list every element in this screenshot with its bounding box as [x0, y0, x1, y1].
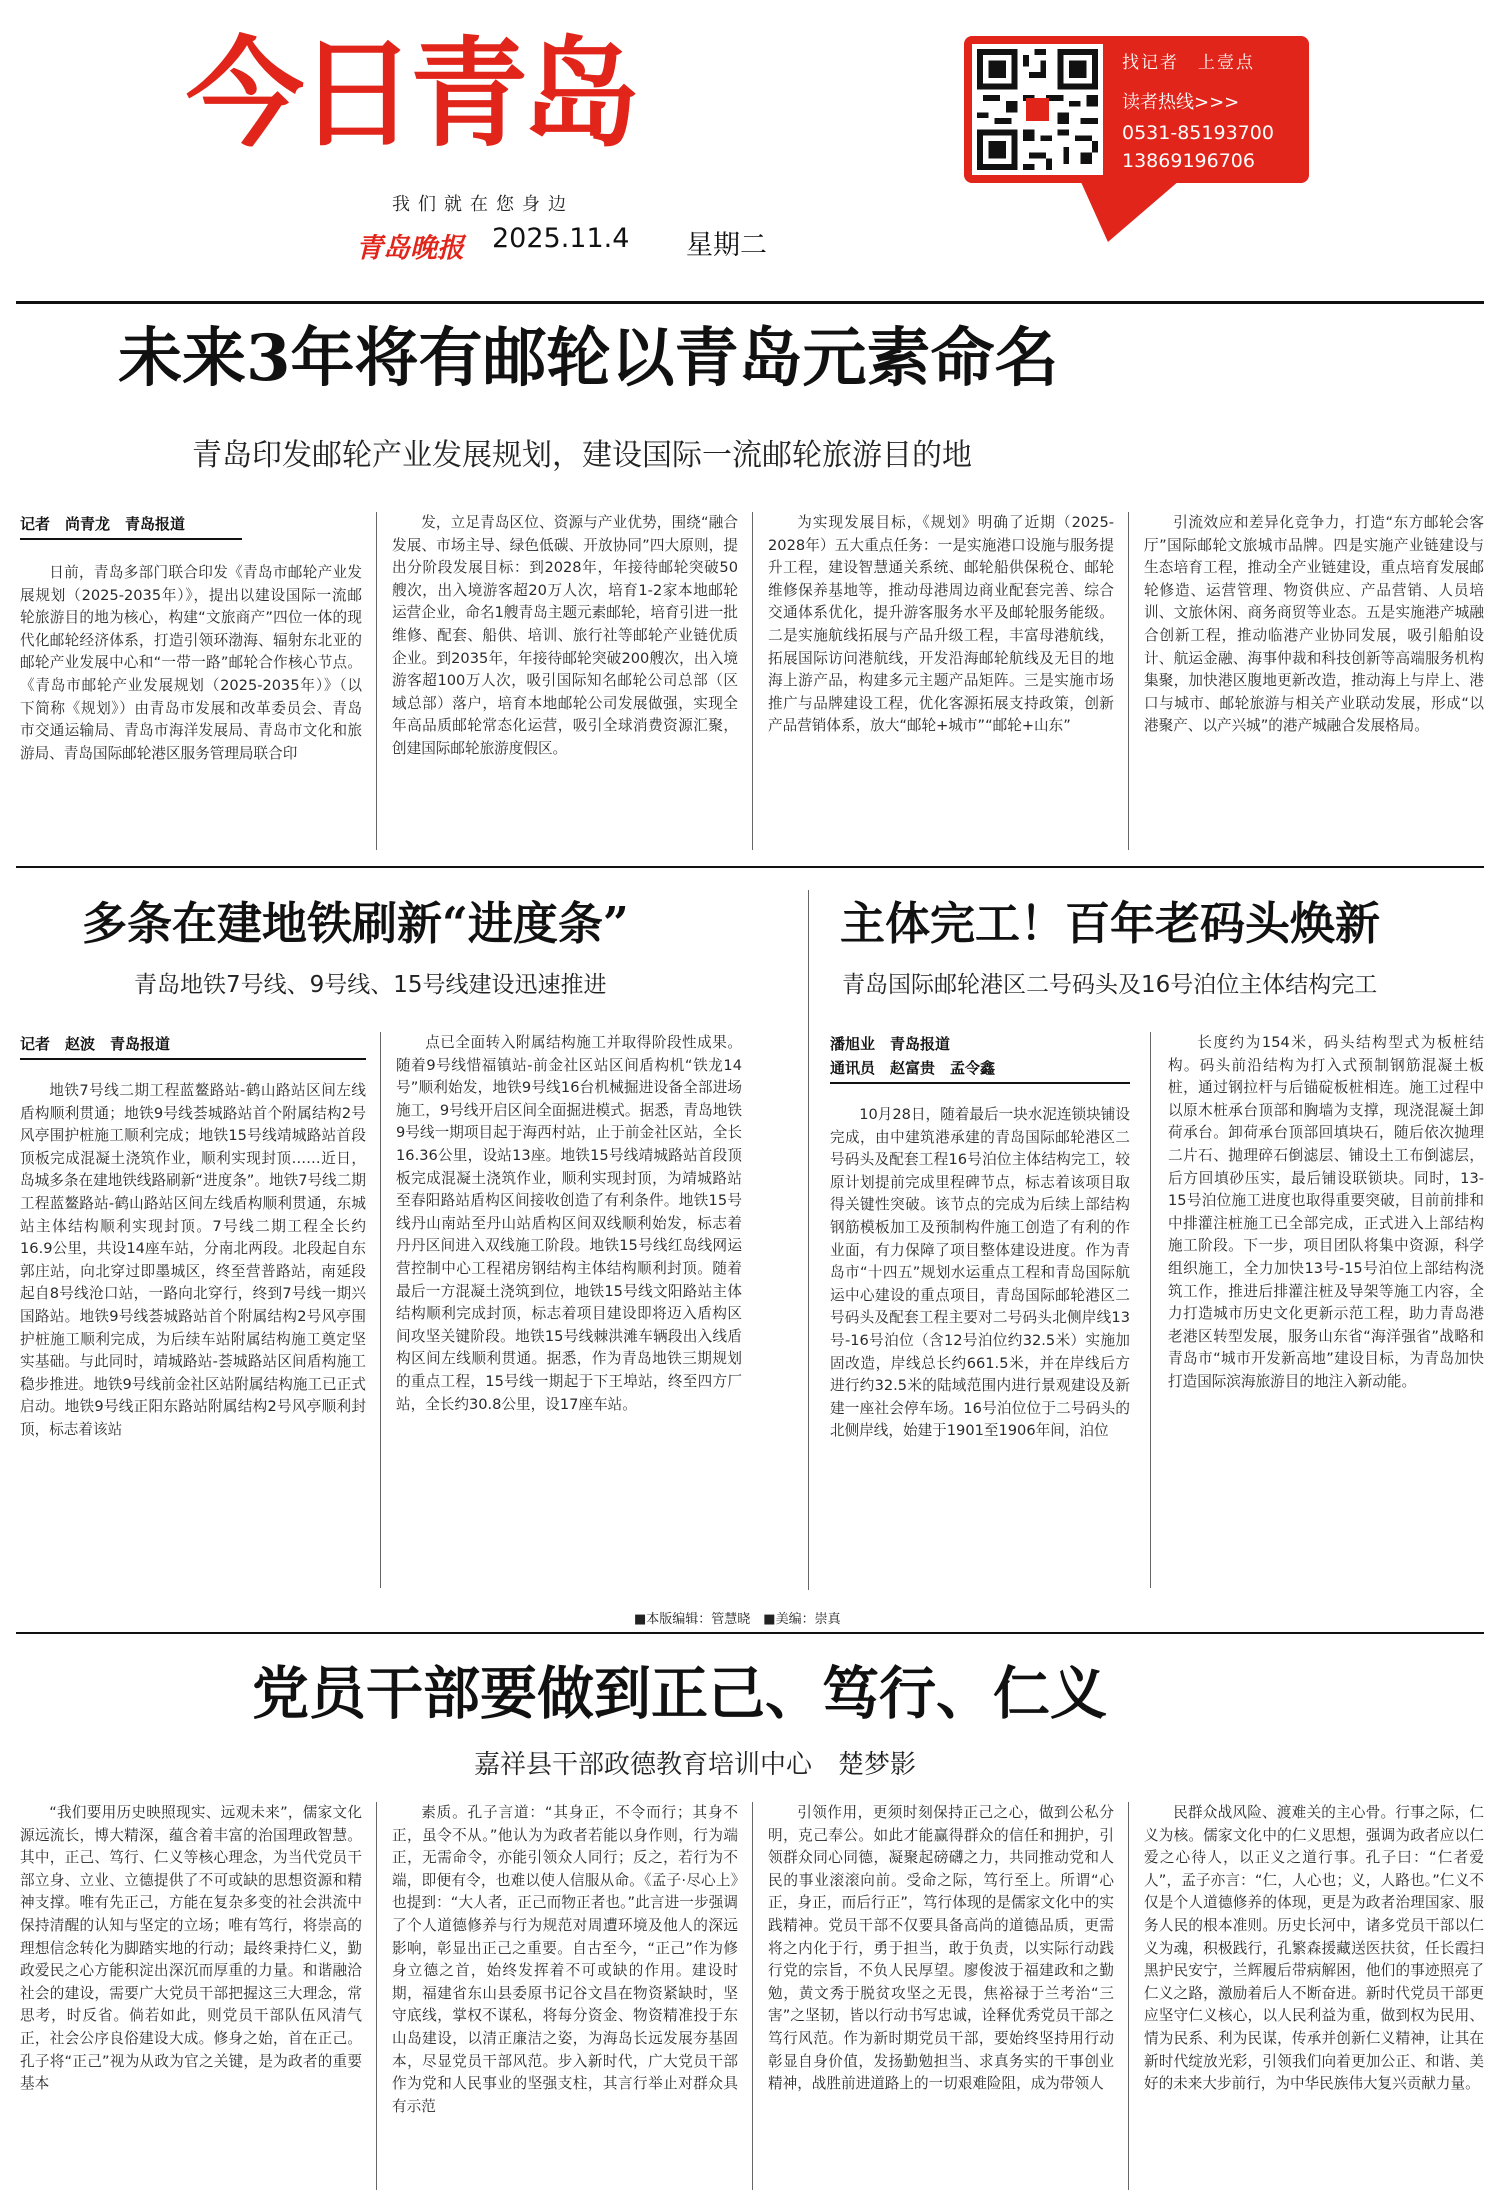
story4-headline: 党员干部要做到正己、笃行、仁义 — [252, 1660, 1107, 1727]
story4-column-2: 素质。孔子言道：“其身正，不令而行；其身不正，虽令不从。”他认为为政者若能以身作则，行为端正，无需命令，亦能引领众人同行；反之，若行为不端，即便有令，也难以使人信服从命。《孟子·尽心上》也提到：“大人者，正己而物正者也。”此言进一步强调了个人道德修养与行为规范对周遭环境及他人的深远影响，彰显出正己之重要。自古至今，“正己”作为修身立德之首，始终发挥着不可或缺的作用。建设时期，福建省东山县委原书记谷文昌在物资紧缺时，坚守底线，掌权不谋私，将每分资金、物资精准投于东山岛建设，以清正廉洁之姿，为海岛长远发展夯基固本，尽显党员干部风范。步入新时代，广大党员干部作为党和人民事业的坚强支柱，其言行举止对群众具有示范 — [392, 1804, 738, 2115]
column-divider — [1150, 1032, 1151, 1588]
column-divider — [376, 1802, 377, 2190]
story2-byline-block — [20, 1032, 366, 1060]
story2-column-2: 点已全面转入附属结构施工并取得阶段性成果。随着9号线惜福镇站-前金社区站区间盾构机“铁龙14号”顺利始发，地铁9号线16台机械掘进设备全部进场施工，9号线开启区间全面掘进模式。据悉，青岛地铁9号线一期项目起于海西村站，止于前金社区站，全长16.36公里，设站13座。地铁15号线靖城路站首段顶板完成混凝土浇筑作业，顺利实现封顶，为靖城路站至春阳路站盾构区间接收创造了有利条件。地铁15号线丹山南站至丹山站盾构区间双线顺利始发，标志着丹丹区间进入双线施工阶段。地铁15号线红岛线网运营控制中心工程裙房钢结构主体结构顺利封顶。随着最后一方混凝土浇筑到位，地铁15号线文阳路站主体结构顺利完成封顶，标志着项目建设即将迈入盾构区间攻坚关键阶段。地铁15号线棘洪滩车辆段出入线盾构区间左线顺利贯通。据悉，作为青岛地铁三期规划的重点工程，15号线一期起于下王埠站，终至四方厂站，全长约30.8公里，设17座车站。 — [396, 1034, 742, 1413]
column-divider — [1128, 512, 1129, 850]
story2-headline: 多条在建地铁刷新“进度条” — [82, 897, 629, 950]
column-divider — [752, 1802, 753, 2190]
qr-code-icon[interactable] — [972, 44, 1103, 175]
masthead-slogan: 我们就在您身边 — [392, 194, 574, 215]
column-divider — [1128, 1802, 1129, 2190]
column-divider — [376, 512, 377, 850]
reader-hotline-box — [964, 36, 1309, 183]
story1-column-4: 引流效应和差异化竞争力，打造“东方邮轮会客厅”国际邮轮文旅城市品牌。四是实施产业链建设与生态培育工程，推动全产业链建设，重点培育发展邮轮修造、运营管理、物资供应、产品营销、人员培训、文旅休闲、商务商贸等业态。五是实施港产城融合创新工程，推动临港产业协同发展，吸引船舶设计、航运金融、海事仲裁和科技创新等高端服务机构集聚，加快港区腹地更新改造，推动海上与岸上、港口与城市、邮轮旅游与相关产业联动发展，形成“以港聚产、以产兴城”的港产城融合发展格局。 — [1144, 514, 1484, 735]
masthead-title: 今日青岛 — [186, 25, 635, 163]
hotline-number[interactable]: 0531-85193700 — [1122, 122, 1274, 144]
story1-byline: 记者 尚青龙 青岛报道 — [20, 515, 186, 533]
column-divider — [752, 512, 753, 850]
story1-subhead: 青岛印发邮轮产业发展规划，建设国际一流邮轮旅游目的地 — [192, 438, 972, 473]
section-divider-vertical — [808, 890, 809, 1590]
story1-column-3: 为实现发展目标，《规划》明确了近期（2025-2028年）五大重点任务：一是实施港口设施与服务提升工程，建设智慧通关系统、邮轮船供保税仓、邮轮维修保养基地等，推动母港周边商业配套完善、综合交通体系优化，提升游客服务水平及邮轮服务能级。二是实施航线拓展与产品升级工程，丰富母港航线，拓展国际访问港航线，开发沿海邮轮航线及无目的地海上游产品，构建多元主题产品矩阵。三是实施市场推广与品牌建设工程，优化客源拓展支持政策，创新产品营销体系，放大“邮轮+城市”“邮轮+山东” — [768, 514, 1114, 735]
story3-byline-reporter: 潘旭业 青岛报道 — [830, 1035, 951, 1053]
story4-column-3: 引领作用，更须时刻保持正己之心，做到公私分明，克己奉公。如此才能赢得群众的信任和拥护，引领群众同心同德，凝聚起磅礴之力，共同推动党和人民的事业滚滚向前。受命之际，笃行至上。所谓“心正，身正，而后行正”，笃行体现的是儒家文化中的实践精神。党员干部不仅要具备高尚的道德品质，更需将之内化于行，勇于担当，敢于负责，以实际行动践行党的宗旨，不负人民厚望。廖俊波于福建政和之勤勉，黄文秀于脱贫攻坚之无畏，焦裕禄于兰考治“三害”之坚韧，皆以行动书写忠诚，诠释优秀党员干部之笃行风范。作为新时期党员干部，要始终坚持用行动彰显自身价值，发扬勤勉担当、求真务实的干事创业精神，战胜前进道路上的一切艰难险阻，成为带领人 — [768, 1804, 1114, 2093]
story4-column-4: 民群众战风险、渡难关的主心骨。行事之际，仁义为核。儒家文化中的仁义思想，强调为政者应以仁爱之心待人，以正义之道行事。孔子曰：“仁者爱人”，孟子亦言：“仁，人心也；义，人路也。”仁义不仅是个人道德修养的体现，更是为政者治理国家、服务人民的根本准则。历史长河中，诸多党员干部以仁义为魂，积极践行，孔繁森援藏送医扶贫，任长霞扫黑护民安宁，兰辉履后带病解困，他们的事迹照亮了仁义之路，激励着后人不断奋进。新时代党员干部更应坚守仁义核心，以人民利益为重，做到权为民用、情为民系、利为民谋，传承并创新仁义精神，让其在新时代绽放光彩，引领我们向着更加公正、和谐、美好的未来大步前行，为中华民族伟大复兴贡献力量。 — [1144, 1804, 1484, 2093]
story3-subhead: 青岛国际邮轮港区二号码头及16号泊位主体结构完工 — [842, 972, 1378, 998]
story1-byline-block — [20, 512, 242, 540]
story3-column-1: 10月28日，随着最后一块水泥连锁块铺设完成，由中建筑港承建的青岛国际邮轮港区二号码头及配套工程16号泊位主体结构完工，较原计划提前完成里程碑节点，标志着该项目取得关键性突破。该节点的完成为后续上部结构钢筋模板加工及预制构件施工创造了有利的作业面，有力保障了项目整体建设进度。作为青岛市“十四五”规划水运重点工程和青岛国际航运中心建设的重点项目，青岛国际邮轮港区二号码头及配套工程主要对二号码头北侧岸线13号-16号泊位（含12号泊位约32.5米）实施加固改造，岸线总长约661.5米，并在岸线后方进行约32.5米的陆域范围内进行景观建设及新建一座社会停车场。16号泊位位于二号码头的北侧岸线，始建于1901至1906年间，泊位 — [830, 1106, 1130, 1440]
story2-column-1: 地铁7号线二期工程蓝鳌路站-鹤山路站区间左线盾构顺利贯通；地铁9号线荟城路站首个附属结构2号风亭围护桩施工顺利完成；地铁15号线靖城路站首段顶板完成混凝土浇筑作业，顺利实现封顶……近日，岛城多条在建地铁线路刷新“进度条”。地铁7号线二期工程蓝鳌路站-鹤山路站区间左线盾构顺利贯通，东城站主体结构顺利实现封顶。7号线二期工程全长约16.9公里，共设14座车站，分南北两段。北段起自东郭庄站，向北穿过即墨城区，终至营普路站，南延段起自8号线沧口站，一路向北穿行，终到7号线一期兴国路站。地铁9号线荟城路站首个附属结构2号风亭围护桩施工顺利完成，为后续车站附属结构施工奠定坚实基础。与此同时，靖城路站-荟城路站区间盾构施工稳步推进。地铁9号线前金社区站附属结构施工已正式启动。地铁9号线正阳东路站附属结构2号风亭顺利封顶，标志着该站 — [20, 1082, 366, 1438]
story1-headline: 未来3年将有邮轮以青岛元素命名 — [118, 321, 1059, 396]
story1-column-2: 发，立足青岛区位、资源与产业优势，围绕“融合发展、市场主导、绿色低碳、开放协同”四大原则，提出分阶段发展目标：到2028年，年接待邮轮突破50艘次，出入境游客超20万人次，培育1-2家本地邮轮运营企业，命名1艘青岛主题元素邮轮，培育引进一批维修、配套、船供、培训、旅行社等邮轮产业链优质企业。到2035年，年接待邮轮突破200艘次，出入境游客超100万人次，吸引国际知名邮轮公司总部（区域总部）落户，培育本地邮轮公司发展做强，实现全年高品质邮轮常态化运营，吸引全球消费资源汇聚，创建国际邮轮旅游度假区。 — [392, 514, 738, 757]
column-divider — [380, 1032, 381, 1588]
story4-column-1: “我们要用历史映照现实、远观未来”，儒家文化源远流长，博大精深，蕴含着丰富的治国理政智慧。其中，正己、笃行、仁义等核心理念，为当代党员干部立身、立业、立德提供了不可或缺的思想资源和精神支撑。唯有先正己，方能在复杂多变的社会洪流中保持清醒的认知与坚定的立场；唯有笃行，将崇高的理想信念转化为脚踏实地的行动；最终秉持仁义，勤政爱民之心方能积淀出深沉而厚重的力量。和谐融洽社会的建设，需要广大党员干部把握这三大理念，常思考，时反省。倘若如此，则党员干部队伍风清气正，社会公序良俗建设大成。修身之始，首在正己。孔子将“正己”视为从政为官之关键，是为政者的重要基本 — [20, 1804, 362, 2093]
hotline-bubble-tail — [1060, 180, 1180, 242]
story3-headline: 主体完工！百年老码头焕新 — [840, 897, 1381, 950]
byline-underline — [830, 1082, 1130, 1084]
hotline-find-reporter: 找记者 上壹点 — [1122, 53, 1255, 73]
hotline-label: 读者热线>>> — [1122, 92, 1240, 113]
issue-date: 2025.11.4 — [492, 223, 630, 254]
story4-subhead: 嘉祥县干部政德教育培训中心 楚梦影 — [474, 1750, 917, 1780]
story3-byline-block — [830, 1032, 1130, 1084]
section-divider — [16, 1632, 1484, 1634]
story3-column-2: 长度约为154米，码头结构型式为板桩结构。码头前沿结构为打入式预制钢筋混凝土板桩，通过钢拉杆与后锚碇板桩相连。施工过程中以原木桩承台顶部和胸墙为支撑，现浇混凝土卸荷承台。卸荷承台顶部回填块石，随后依次抛理二片石、抛理碎石倒滤层、铺设土工布倒滤层，后方回填砂压实，最后铺设联锁块。同时，13-15号泊位施工进度也取得重要突破，目前前排和中排灌注桩施工已全部完成，正式进入上部结构施工阶段。下一步，项目团队将集中资源，科学组织施工，全力加快13号-15号泊位上部结构浇筑工作，推进后排灌注桩及导架等施工内容，全力打造城市历史文化更新示范工程，助力青岛港老港区转型发展，服务山东省“海洋强省”战略和青岛市“城市开发新高地”建设目标，为青岛加快打造国际滨海旅游目的地注入新动能。 — [1168, 1034, 1484, 1390]
section-divider — [16, 866, 1484, 868]
byline-underline — [20, 538, 242, 540]
hotline-mobile[interactable]: 13869196706 — [1122, 150, 1255, 172]
masthead-rule — [16, 301, 1484, 304]
masthead-brand-logo: 青岛晚报 — [356, 233, 464, 264]
byline-underline — [20, 1058, 366, 1060]
page-editors: ■本版编辑：管慧晓 ■美编：崇真 — [634, 1612, 841, 1627]
story2-subhead: 青岛地铁7号线、9号线、15号线建设迅速推进 — [134, 972, 607, 998]
issue-weekday: 星期二 — [686, 230, 767, 261]
story1-column-1: 日前，青岛多部门联合印发《青岛市邮轮产业发展规划（2025-2035年）》，提出以建设国际一流邮轮旅游目的地为核心，构建“文旅商产”四位一体的现代化邮轮经济体系，打造引领环渤海、辐射东北亚的邮轮产业发展中心和“一带一路”邮轮合作核心节点。《青岛市邮轮产业发展规划（2025-2035年）》（以下简称《规划》）由青岛市发展和改革委员会、青岛市交通运输局、青岛市海洋发展局、青岛市文化和旅游局、青岛国际邮轮港区服务管理局联合印 — [20, 564, 362, 762]
story3-byline-correspondent: 通讯员 赵富贵 孟令鑫 — [830, 1059, 996, 1077]
story2-byline: 记者 赵波 青岛报道 — [20, 1035, 171, 1053]
